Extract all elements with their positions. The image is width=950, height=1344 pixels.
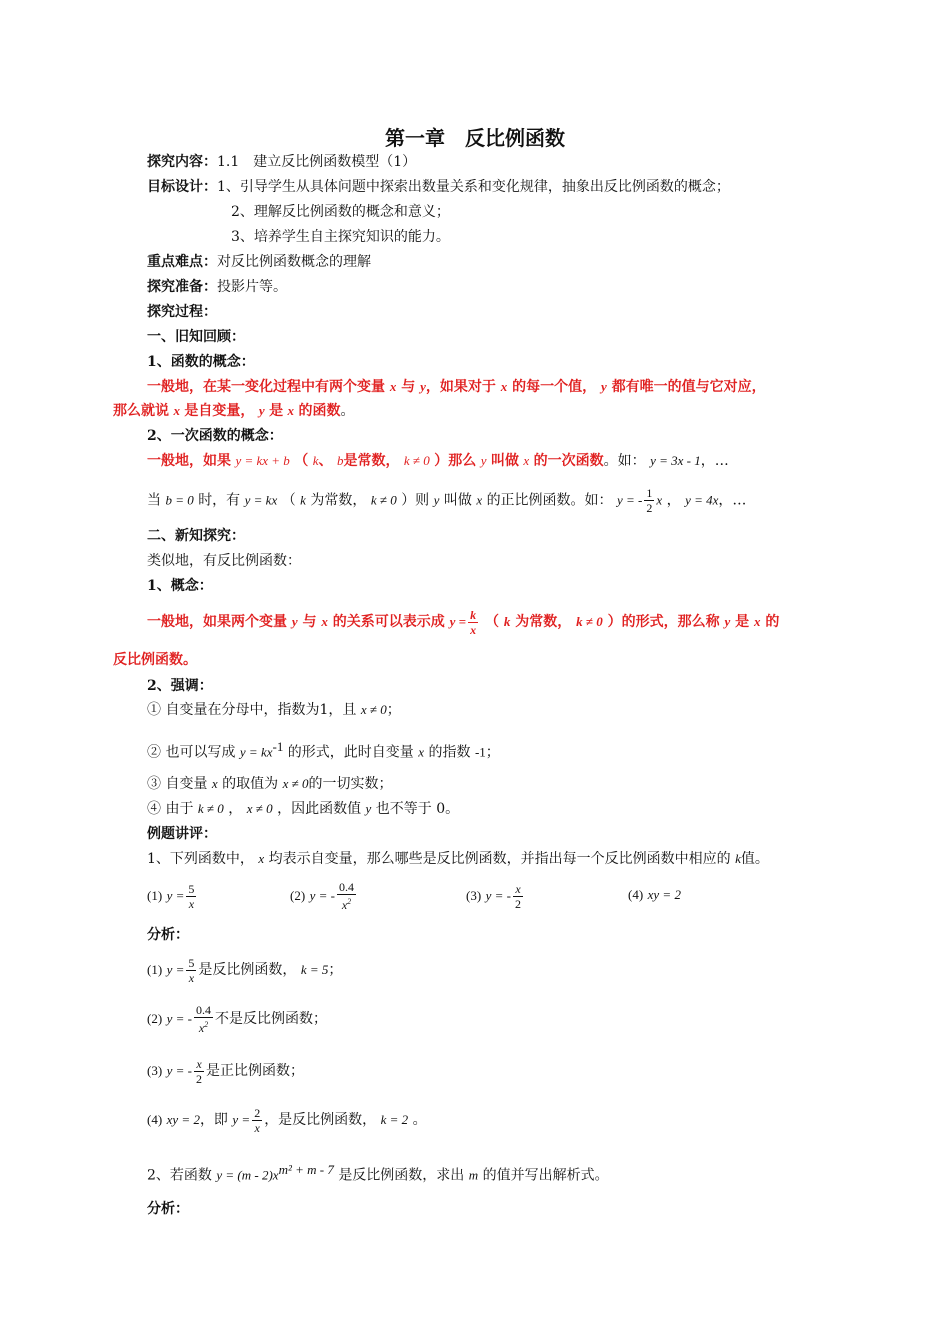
text: ，… [700, 453, 729, 469]
denominator: x [341, 898, 348, 912]
option-4 [628, 885, 681, 905]
emphasis-heading: 2、强调： [147, 678, 213, 694]
key-value: 对反比例函数概念的理解 [217, 254, 371, 270]
var-m: m [468, 1167, 479, 1183]
text: 2、若函数 [147, 1167, 212, 1184]
analysis-lhs: y = [166, 962, 185, 977]
analysis-index: (4) [147, 1112, 163, 1127]
inverse-power-form: y = kx [239, 744, 273, 760]
text: 是反比例函数， [198, 962, 297, 978]
text: 。 [340, 403, 355, 419]
linear-equation: y = kx + b [235, 453, 290, 468]
text: ④ 由于 [147, 801, 194, 817]
option-index: (3) [466, 888, 482, 903]
text: 是正比例函数； [206, 1063, 304, 1079]
emphasis-1 [147, 700, 401, 720]
text: 的取值为 [222, 776, 279, 792]
text: 均表示自变量，那么哪些是反比例函数，并指出每一个反比例函数中相应的 [268, 851, 731, 867]
var-y: y [365, 801, 372, 816]
section-2-heading: 二、新知探究： [147, 528, 245, 544]
denominator: 2 [515, 896, 521, 911]
linear-concept-heading: 2、一次函数的概念： [147, 428, 283, 444]
text: 的每一个值， [512, 379, 597, 395]
var-x: x [321, 614, 328, 629]
option-2 [290, 880, 358, 912]
option-lhs: y = - [485, 888, 511, 903]
goal-3: 3、培养学生自主探究知识的能力。 [231, 229, 450, 245]
x-nonzero: x ≠ 0 [246, 801, 273, 816]
option-index: (4) [628, 887, 644, 902]
var-x: x [476, 492, 483, 508]
prep-label: 探究准备： [147, 279, 217, 295]
text: 一般地，如果 [147, 453, 231, 469]
function-definition-line-1 [147, 377, 766, 397]
text: 是 [269, 403, 284, 419]
numerator: x [513, 882, 523, 897]
analysis-lhs: y = - [166, 1063, 192, 1078]
text: 的 [765, 614, 780, 630]
analysis-expression: xy = 2 [166, 1112, 200, 1127]
content-line [147, 152, 416, 172]
fraction-k-over-x [468, 608, 478, 637]
key-label: 重点难点： [147, 254, 217, 270]
text: （ [281, 492, 296, 509]
k-value: k = 5 [300, 962, 329, 977]
option-index: (1) [147, 888, 163, 903]
numerator: 0.4 [339, 880, 354, 894]
k-nonzero: k ≠ 0 [197, 801, 224, 816]
text: 的关系可以表示成 [332, 614, 445, 630]
text: 的指数 [428, 744, 471, 761]
text: 的函数 [298, 403, 341, 419]
function-definition-line-2 [113, 401, 355, 421]
numerator: 0.4 [196, 1003, 211, 1017]
var-x: x [389, 379, 397, 394]
var-x: x [211, 776, 218, 791]
content-value: 1.1 建立反比例函数模型（1） [217, 154, 417, 170]
analysis-1 [147, 954, 342, 986]
var-y: y [258, 403, 265, 418]
text: 也不等于 0。 [375, 801, 460, 817]
emphasis-2 [147, 737, 500, 763]
var-y: y [480, 453, 487, 468]
denominator: x [254, 1120, 260, 1135]
option-lhs: y = [166, 888, 185, 903]
var-x: x [418, 744, 425, 760]
text: ， [228, 801, 243, 817]
text: 是常数， [343, 453, 400, 469]
text: 的形式，此时自变量 [287, 744, 414, 761]
text: 值。 [740, 851, 769, 867]
text: 为常数， [515, 614, 572, 630]
example-heading: 例题讲评： [147, 826, 217, 842]
numerator: 5 [188, 881, 195, 896]
process-label: 探究过程： [147, 304, 217, 320]
text: 都有唯一的值与它对应， [611, 379, 766, 395]
example-1-lhs: y = - [617, 492, 643, 508]
text: 、 [318, 453, 333, 469]
inverse-definition-line-2: 反比例函数。 [113, 652, 197, 668]
inverse-equation-lhs: y = [449, 614, 467, 629]
k-nonzero: k ≠ 0 [403, 453, 430, 468]
analysis-4 [147, 1102, 427, 1138]
var-x: x [258, 851, 265, 866]
analysis-lhs: y = - [166, 1011, 192, 1026]
option-1 [147, 880, 198, 912]
inverse-definition-line-1 [147, 606, 779, 638]
analysis-2-heading: 分析： [147, 1201, 189, 1217]
text: 与 [401, 379, 416, 395]
numerator: 1 [646, 486, 653, 500]
text: 的正比例函数。如： [486, 492, 613, 509]
var-k: k [312, 453, 319, 468]
section-2-intro: 类似地，有反比例函数： [147, 553, 301, 569]
text: 是自变量， [184, 403, 255, 419]
text: ）则 [401, 492, 430, 509]
example-2: y = 4x [685, 492, 719, 508]
exponent: 2 [347, 897, 352, 906]
prep-value: 投影片等。 [217, 279, 287, 295]
analysis-fraction [252, 1106, 262, 1135]
text: 当 [147, 492, 161, 509]
text: ，是反比例函数， [264, 1112, 377, 1128]
option-3 [466, 880, 525, 912]
analysis-fraction [186, 956, 196, 985]
emphasis-3 [147, 774, 393, 794]
text: ，… [718, 492, 747, 509]
text: ① 自变量在分母中，指数为1，且 [147, 702, 357, 718]
var-x: x [173, 403, 180, 418]
denominator: x [470, 622, 477, 637]
var-y: y [420, 379, 426, 394]
k-nonzero: k ≠ 0 [576, 614, 603, 629]
goal-line-1 [147, 177, 730, 197]
numerator: x [194, 1057, 204, 1072]
section-1-heading: 一、旧知回顾： [147, 329, 245, 345]
proportional-definition-line [147, 486, 746, 515]
exponent: -1 [272, 739, 284, 754]
text: ； [328, 962, 343, 978]
text: ② 也可以写成 [147, 744, 236, 761]
example-2-question [147, 1160, 609, 1186]
proportional-equation: y = kx [244, 492, 278, 508]
var-x: x [500, 379, 508, 394]
var-y: y [433, 492, 440, 508]
denominator: 2 [196, 1071, 202, 1086]
var-x: x [656, 492, 663, 508]
text: 1、下列函数中， [147, 851, 254, 867]
var-x: x [523, 453, 530, 468]
var-y: y [724, 614, 731, 629]
linear-example: y = 3x - 1 [650, 453, 701, 468]
text: （ [294, 453, 309, 469]
text: ； [485, 744, 500, 761]
var-k: k [300, 492, 306, 508]
text: ）那么 [434, 453, 477, 469]
var-y: y [601, 379, 607, 394]
text: 不是反比例函数； [215, 1011, 327, 1027]
numerator: 2 [254, 1105, 261, 1120]
analysis-index: (2) [147, 1011, 163, 1026]
numerator: 5 [188, 955, 195, 970]
analysis-heading: 分析： [147, 927, 189, 943]
option-fraction [186, 882, 196, 911]
text: ，如果对于 [425, 379, 496, 395]
analysis-fraction [194, 1057, 204, 1086]
chapter-title: 第一章 反比例函数 [385, 126, 565, 150]
k-nonzero: k ≠ 0 [370, 492, 397, 508]
denominator: x [188, 896, 195, 911]
var-k: k [503, 614, 511, 629]
text: ，因此函数值 [277, 801, 362, 817]
analysis-index: (1) [147, 962, 163, 977]
option-lhs: y = - [309, 888, 335, 903]
option-expression: xy = 2 [647, 887, 681, 902]
goal-2: 2、理解反比例函数的概念和意义； [231, 204, 450, 220]
emphasis-4 [147, 799, 459, 819]
concept-heading: 1、概念： [147, 578, 213, 594]
denominator: x [198, 1021, 205, 1035]
fraction-one-half [644, 486, 654, 515]
k-value: k = 2 [380, 1112, 409, 1127]
text: 一般地，如果两个变量 [147, 614, 287, 630]
text: 是 [735, 614, 750, 630]
text: 的一切实数； [308, 776, 393, 792]
text: 与 [302, 614, 317, 630]
var-x: x [287, 403, 295, 418]
option-fraction [513, 882, 523, 911]
option-fraction [337, 880, 356, 912]
text: 是反比例函数，求出 [338, 1167, 465, 1184]
example-1-question: 1、下列函数中， x 均表示自变量，那么哪些是反比例函数，并指出每一个反比例函数中相应的 k值。 [147, 851, 769, 867]
exponent: m² + m - 7 [278, 1162, 334, 1177]
var-y: y [291, 614, 298, 629]
analysis-2 [147, 1001, 327, 1037]
denominator: x [188, 970, 195, 985]
key-line [147, 252, 371, 272]
option-index: (2) [290, 888, 306, 903]
text: （ [484, 614, 499, 630]
numerator: k [470, 607, 477, 622]
analysis-fraction [194, 1003, 213, 1035]
goal-label: 目标设计： [147, 179, 217, 195]
exponent: 2 [204, 1020, 209, 1029]
b-zero: b = 0 [165, 492, 194, 508]
text: ； [386, 702, 401, 718]
text: ， [666, 492, 681, 509]
var-x: x [754, 614, 761, 629]
analysis-index: (3) [147, 1063, 163, 1078]
x-nonzero: x ≠ 0 [282, 776, 309, 791]
example-2-equation: y = (m - 2)x [216, 1167, 279, 1183]
goal-1: 1、引导学生从具体问题中探索出数量关系和变化规律，抽象出反比例函数的概念； [217, 179, 730, 195]
text: ③ 自变量 [147, 776, 208, 792]
text: 的值并写出解析式。 [482, 1167, 609, 1184]
text: 为常数， [310, 492, 367, 509]
text: ，即 [199, 1112, 228, 1128]
text: 叫做 [490, 453, 519, 469]
text: ）的形式，那么称 [607, 614, 720, 630]
analysis-lhs: y = [232, 1112, 251, 1127]
text: 的一次函数 [533, 453, 604, 469]
text: 。如： [603, 453, 646, 469]
analysis-3 [147, 1053, 304, 1089]
var-b: b [336, 453, 344, 468]
linear-definition-line [147, 451, 729, 471]
denominator: 2 [646, 501, 653, 515]
text: 那么就说 [113, 403, 169, 419]
text: 一般地，在某一变化过程中有两个变量 [147, 379, 385, 395]
x-nonzero: x ≠ 0 [360, 702, 387, 717]
text: 时，有 [198, 492, 241, 509]
content-label: 探究内容： [147, 154, 217, 170]
exponent-value: -1 [474, 744, 486, 760]
function-concept-heading: 1、函数的概念： [147, 354, 255, 370]
text: 。 [412, 1112, 427, 1128]
text: 叫做 [443, 492, 472, 509]
prep-line [147, 277, 287, 297]
